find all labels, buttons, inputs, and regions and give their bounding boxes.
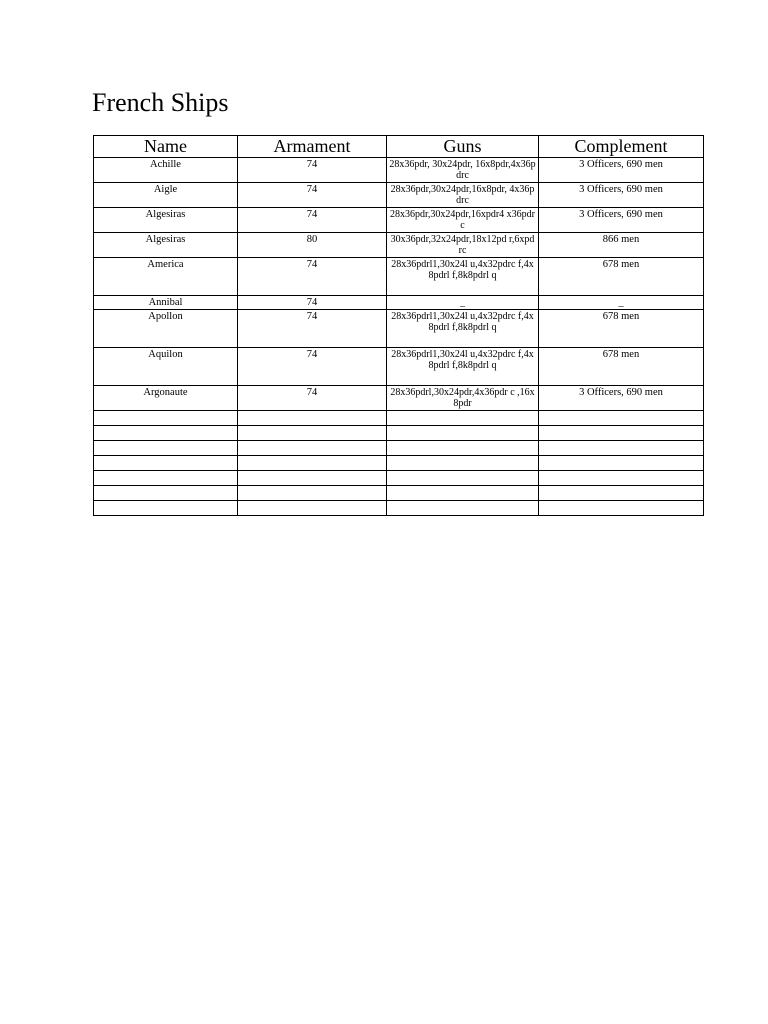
table-row — [94, 208, 704, 233]
empty-cell — [94, 471, 238, 486]
empty-cell — [94, 486, 238, 501]
empty-cell — [539, 411, 704, 426]
empty-cell — [94, 426, 238, 441]
empty-cell — [94, 441, 238, 456]
empty-cell — [387, 441, 539, 456]
cell-guns: 28x36pdr, 30x24pdr, 16x8pdr,4x36pdrc — [387, 158, 539, 183]
cell-complement: _ — [539, 296, 704, 310]
empty-cell — [238, 471, 387, 486]
empty-cell — [539, 486, 704, 501]
ships-table — [93, 135, 704, 516]
empty-cell — [94, 456, 238, 471]
cell-armament: 74 — [238, 183, 387, 208]
cell-armament: 80 — [238, 233, 387, 258]
header-complement: Complement — [539, 136, 704, 158]
cell-complement: 866 men — [539, 233, 704, 258]
cell-guns: 28x36pdr,30x24pdr,16xpdr4 x36pdrc — [387, 208, 539, 233]
cell-armament: 74 — [238, 348, 387, 386]
empty-cell — [238, 456, 387, 471]
cell-armament: 74 — [238, 386, 387, 411]
cell-armament: 74 — [238, 296, 387, 310]
empty-row — [94, 441, 704, 456]
cell-armament: 74 — [238, 158, 387, 183]
cell-name: Argonaute — [94, 386, 238, 411]
empty-cell — [387, 456, 539, 471]
page-title: French Ships — [92, 88, 229, 117]
empty-cell — [387, 411, 539, 426]
cell-complement: 3 Officers, 690 men — [539, 158, 704, 183]
cell-guns: 30x36pdr,32x24pdr,18x12pd r,6xpdrc — [387, 233, 539, 258]
header-name: Name — [94, 136, 238, 158]
cell-armament: 74 — [238, 258, 387, 296]
cell-guns: _ — [387, 296, 539, 310]
empty-row — [94, 486, 704, 501]
cell-name: Annibal — [94, 296, 238, 310]
cell-name: Aquilon — [94, 348, 238, 386]
table-row — [94, 296, 704, 310]
empty-cell — [387, 501, 539, 516]
empty-cell — [539, 456, 704, 471]
empty-cell — [94, 501, 238, 516]
empty-cell — [539, 441, 704, 456]
table-row — [94, 158, 704, 183]
empty-cell — [238, 411, 387, 426]
cell-complement: 3 Officers, 690 men — [539, 386, 704, 411]
table-row — [94, 258, 704, 296]
empty-row — [94, 426, 704, 441]
empty-cell — [238, 501, 387, 516]
empty-row — [94, 471, 704, 486]
table-header-row — [94, 136, 704, 158]
empty-cell — [238, 486, 387, 501]
table-row — [94, 183, 704, 208]
cell-armament: 74 — [238, 310, 387, 348]
empty-row — [94, 411, 704, 426]
empty-row — [94, 456, 704, 471]
empty-row — [94, 501, 704, 516]
cell-name: Aigle — [94, 183, 238, 208]
empty-cell — [238, 441, 387, 456]
header-guns: Guns — [387, 136, 539, 158]
table-row — [94, 233, 704, 258]
cell-complement: 3 Officers, 690 men — [539, 183, 704, 208]
cell-armament: 74 — [238, 208, 387, 233]
cell-guns: 28x36pdrl1,30x24l u,4x32pdrc f,4x8pdrl f,8k8pdrl q — [387, 310, 539, 348]
table-row — [94, 310, 704, 348]
table-row — [94, 348, 704, 386]
cell-name: America — [94, 258, 238, 296]
empty-cell — [387, 426, 539, 441]
cell-guns: 28x36pdrl,30x24pdr,4x36pdr c ,16x8pdr — [387, 386, 539, 411]
cell-complement: 678 men — [539, 310, 704, 348]
empty-cell — [539, 501, 704, 516]
empty-cell — [94, 411, 238, 426]
empty-cell — [539, 426, 704, 441]
cell-complement: 678 men — [539, 258, 704, 296]
empty-cell — [238, 426, 387, 441]
empty-cell — [387, 486, 539, 501]
cell-name: Achille — [94, 158, 238, 183]
cell-name: Apollon — [94, 310, 238, 348]
empty-cell — [539, 471, 704, 486]
table-row — [94, 386, 704, 411]
empty-cell — [387, 471, 539, 486]
cell-complement: 3 Officers, 690 men — [539, 208, 704, 233]
cell-guns: 28x36pdr,30x24pdr,16x8pdr, 4x36pdrc — [387, 183, 539, 208]
cell-name: Algesiras — [94, 208, 238, 233]
cell-name: Algesiras — [94, 233, 238, 258]
cell-guns: 28x36pdrl1,30x24l u,4x32pdrc f,4x8pdrl f,8k8pdrl q — [387, 258, 539, 296]
cell-complement: 678 men — [539, 348, 704, 386]
cell-guns: 28x36pdrl1,30x24l u,4x32pdrc f,4x8pdrl f,8k8pdrl q — [387, 348, 539, 386]
header-armament: Armament — [238, 136, 387, 158]
